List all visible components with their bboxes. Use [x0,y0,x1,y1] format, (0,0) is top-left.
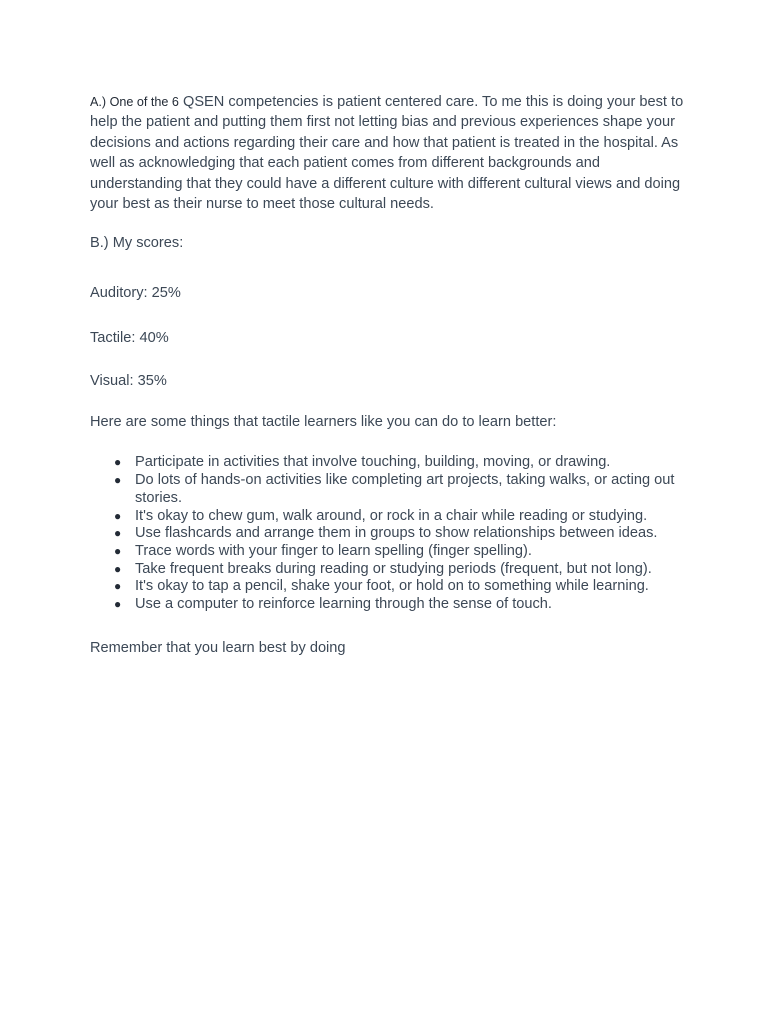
tip-text: It's okay to tap a pencil, shake your foot, or hold on to something while learning. [135,578,649,595]
paragraph-a [90,92,685,214]
bullet-icon: ● [114,561,122,576]
paragraph-b: B.) My scores: [90,235,184,252]
tips-list [90,454,685,613]
bullet-icon: ● [114,526,122,541]
list-item [90,508,685,526]
bullet-icon: ● [114,508,122,523]
score-visual: Visual: 35% [90,372,167,389]
tip-text: Do lots of hands-on activities like completing art projects, taking walks, or acting out stories. [135,472,675,506]
bullet-icon: ● [114,455,122,470]
tip-text: Participate in activities that involve touching, building, moving, or drawing. [135,454,611,471]
paragraph-a-lead: A.) One of the 6 [90,95,179,109]
bullet-icon: ● [114,597,122,612]
list-item [90,596,685,614]
bullet-icon: ● [114,579,122,594]
list-item [90,525,685,543]
score-auditory: Auditory: 25% [90,284,181,301]
tip-text: Trace words with your finger to learn spelling (finger spelling). [135,542,532,559]
tip-text: Take frequent breaks during reading or studying periods (frequent, but not long). [135,560,652,577]
document-page [90,92,685,658]
list-item [90,454,685,472]
tip-text: Use flashcards and arrange them in groups to show relationships between ideas. [135,525,658,542]
list-item [90,561,685,579]
tip-text: It's okay to chew gum, walk around, or rock in a chair while reading or studying. [135,507,648,524]
list-item [90,472,685,507]
score-tactile: Tactile: 40% [90,330,169,347]
closing-line: Remember that you learn best by doing [90,639,346,656]
bullet-icon: ● [114,543,122,558]
list-item [90,543,685,561]
paragraph-a-body: QSEN competencies is patient centered care. To me this is doing your best to help the patient and putting them first not letting bias and previous experiences shape your decisions and actions regarding their care and how that patient is treated in the hospital. As well as acknowledging that each patient comes from different backgrounds and understanding that they could have a different culture with different cultural views and doing your best as their nurse to meet those cultural needs. [90,94,684,213]
bullet-icon: ● [114,473,122,488]
tip-text: Use a computer to reinforce learning through the sense of touch. [135,596,552,613]
tips-intro: Here are some things that tactile learners like you can do to learn better: [90,414,557,431]
list-item [90,578,685,596]
